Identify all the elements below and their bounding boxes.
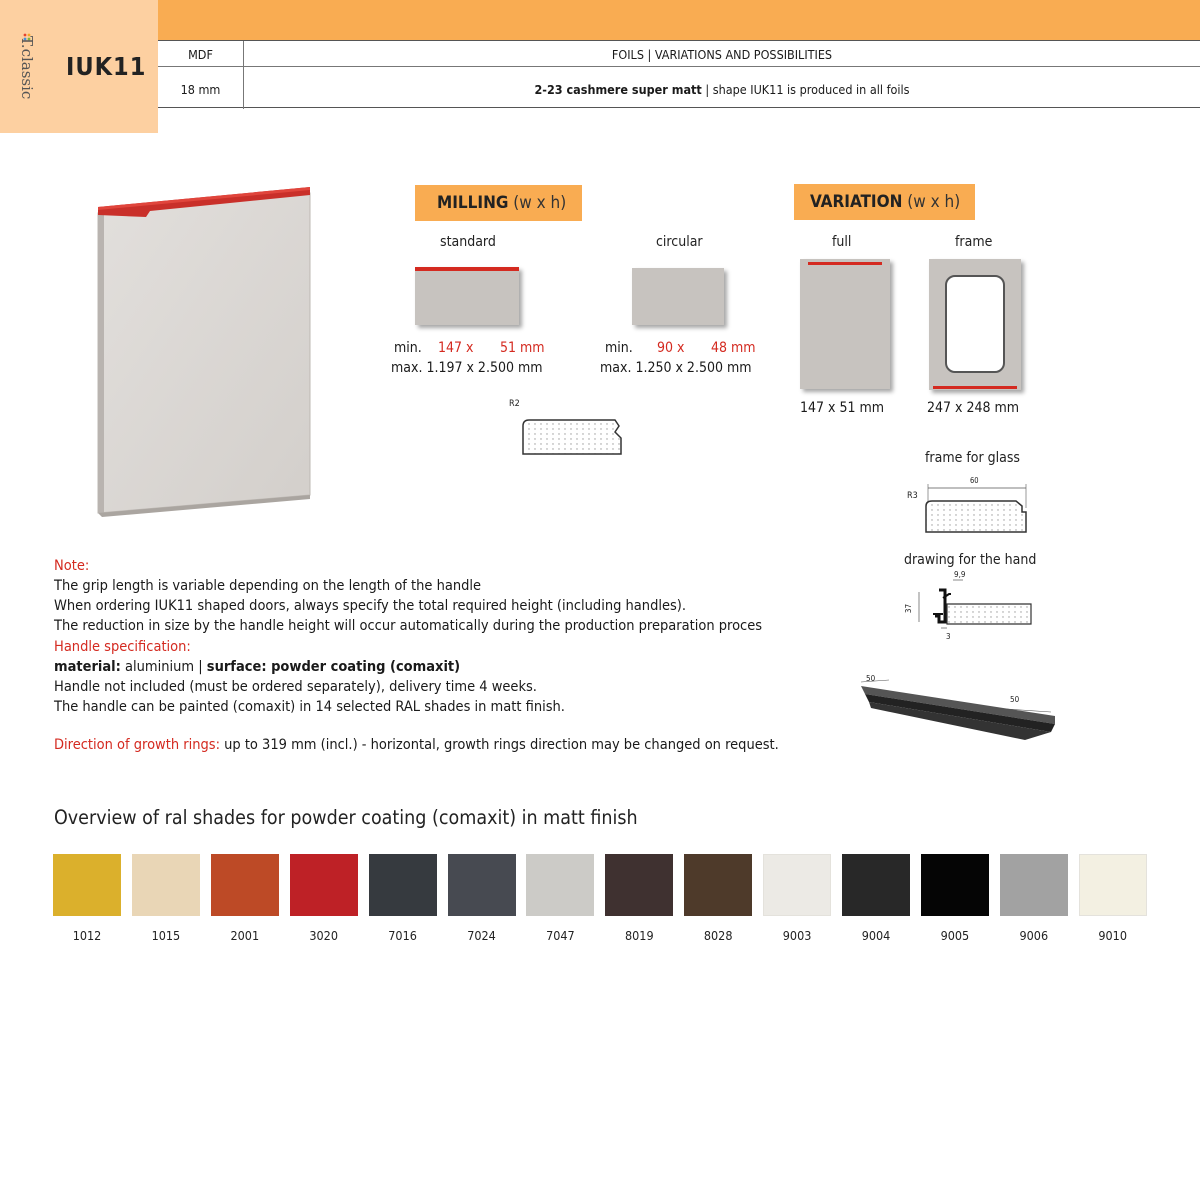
circular-panel xyxy=(632,268,724,325)
profile-r2-drawing xyxy=(515,412,627,460)
handle-line: The handle can be painted (comaxit) in 14 selected RAL shades in matt finish. xyxy=(54,699,565,715)
door-illustration xyxy=(90,185,330,520)
hand-dim-top: 9,9 xyxy=(954,570,966,579)
mdf-thickness: 18 mm xyxy=(180,82,221,97)
milling-tab: MILLING (w x h) xyxy=(415,185,582,221)
ral-swatch-code: 9005 xyxy=(940,928,970,943)
note-line: The reduction in size by the handle height will occur automatically during the production preparation proces xyxy=(54,618,763,634)
hand-profile-drawing xyxy=(905,570,1037,648)
handle-spec-heading: Handle specification: xyxy=(54,639,191,655)
ral-swatch-code: 9004 xyxy=(861,928,891,943)
frame-panel-opening xyxy=(945,275,1005,373)
ral-swatch xyxy=(605,854,673,916)
ral-swatch xyxy=(921,854,989,916)
ral-swatch-code: 9003 xyxy=(782,928,812,943)
hand-dim-side: 37 xyxy=(904,603,914,614)
frame-panel xyxy=(929,259,1021,390)
circular-label: circular xyxy=(656,234,703,250)
full-panel-handle xyxy=(808,262,882,265)
ral-swatch xyxy=(290,854,358,916)
ral-swatch-code: 7016 xyxy=(388,928,417,943)
overview-title: Overview of ral shades for powder coating (comaxit) in matt finish xyxy=(54,806,638,829)
standard-max: max. 1.197 x 2.500 mm xyxy=(391,360,543,376)
note-heading: Note: xyxy=(54,558,90,574)
note-line: The grip length is variable depending on the length of the handle xyxy=(54,578,482,594)
circular-max: max. 1.250 x 2.500 mm xyxy=(600,360,752,376)
frame-glass-radius: R3 xyxy=(907,491,918,501)
frame-label: frame xyxy=(955,234,993,250)
full-label: full xyxy=(832,234,852,250)
handle-material-line: material: aluminium | surface: powder coating (comaxit) xyxy=(54,659,461,675)
spec-table xyxy=(158,40,1200,108)
notes-section xyxy=(54,556,834,755)
profile-r2-label: R2 xyxy=(509,399,520,409)
ral-swatch-code: 7047 xyxy=(546,928,575,943)
ral-swatch xyxy=(53,854,121,916)
ral-swatch-code: 8028 xyxy=(703,928,733,943)
header-bar xyxy=(158,0,1200,40)
ral-swatch xyxy=(448,854,516,916)
ral-swatch-code: 9010 xyxy=(1098,928,1127,943)
product-code: IUK11 xyxy=(66,52,147,81)
ral-swatch xyxy=(526,854,594,916)
standard-min: min. 147 x 51 mm xyxy=(394,340,545,356)
ral-swatch xyxy=(1079,854,1147,916)
standard-panel-handle xyxy=(415,267,519,271)
ral-swatch xyxy=(369,854,437,916)
growth-rings-line: Direction of growth rings: up to 319 mm (incl.) - horizontal, growth rings direction may be changed on request. xyxy=(54,737,779,753)
handle-dim-left: 50 xyxy=(866,674,876,683)
ral-swatch-code: 7024 xyxy=(467,928,496,943)
circular-min: min. 90 x 48 mm xyxy=(605,340,756,356)
ral-swatch xyxy=(684,854,752,916)
frame-glass-label: frame for glass xyxy=(925,450,1020,466)
ral-swatch-code: 8019 xyxy=(624,928,654,943)
standard-label: standard xyxy=(440,234,496,250)
hand-drawing-label: drawing for the hand xyxy=(904,552,1037,568)
ral-swatch xyxy=(132,854,200,916)
frame-glass-width: 60 xyxy=(970,476,979,485)
ral-swatch xyxy=(842,854,910,916)
handle-dim-right: 50 xyxy=(1010,695,1020,704)
ral-swatch xyxy=(211,854,279,916)
foils-header: FOILS | VARIATIONS AND POSSIBILITIES xyxy=(611,47,833,62)
ral-swatch-code: 3020 xyxy=(309,928,338,943)
foils-value: 2-23 cashmere super matt | shape IUK11 is produced in all foils xyxy=(534,82,910,97)
ral-swatch-code: 1012 xyxy=(72,928,102,943)
ral-swatch-code: 1015 xyxy=(151,928,181,943)
handle-3d-drawing xyxy=(855,672,1065,752)
standard-panel xyxy=(415,267,519,325)
note-line: When ordering IUK11 shaped doors, always specify the total required height (including handles). xyxy=(54,598,687,614)
mdf-header: MDF xyxy=(188,47,213,62)
frame-panel-handle xyxy=(933,386,1017,389)
ral-swatch xyxy=(1000,854,1068,916)
ral-swatch-code: 9006 xyxy=(1019,928,1049,943)
ral-swatch xyxy=(763,854,831,916)
brand-name: T.classic xyxy=(18,36,36,100)
full-size: 147 x 51 mm xyxy=(800,400,885,416)
ral-swatch-code: 2001 xyxy=(230,928,260,943)
frame-size: 247 x 248 mm xyxy=(927,400,1020,416)
hand-dim-bottom: 3 xyxy=(946,632,951,641)
variation-tab: VARIATION (w x h) xyxy=(794,184,975,220)
frame-glass-drawing xyxy=(918,478,1030,538)
handle-line: Handle not included (must be ordered separately), delivery time 4 weeks. xyxy=(54,679,537,695)
full-panel xyxy=(800,259,890,389)
ral-swatches xyxy=(53,854,1153,954)
brand-block xyxy=(0,0,158,133)
